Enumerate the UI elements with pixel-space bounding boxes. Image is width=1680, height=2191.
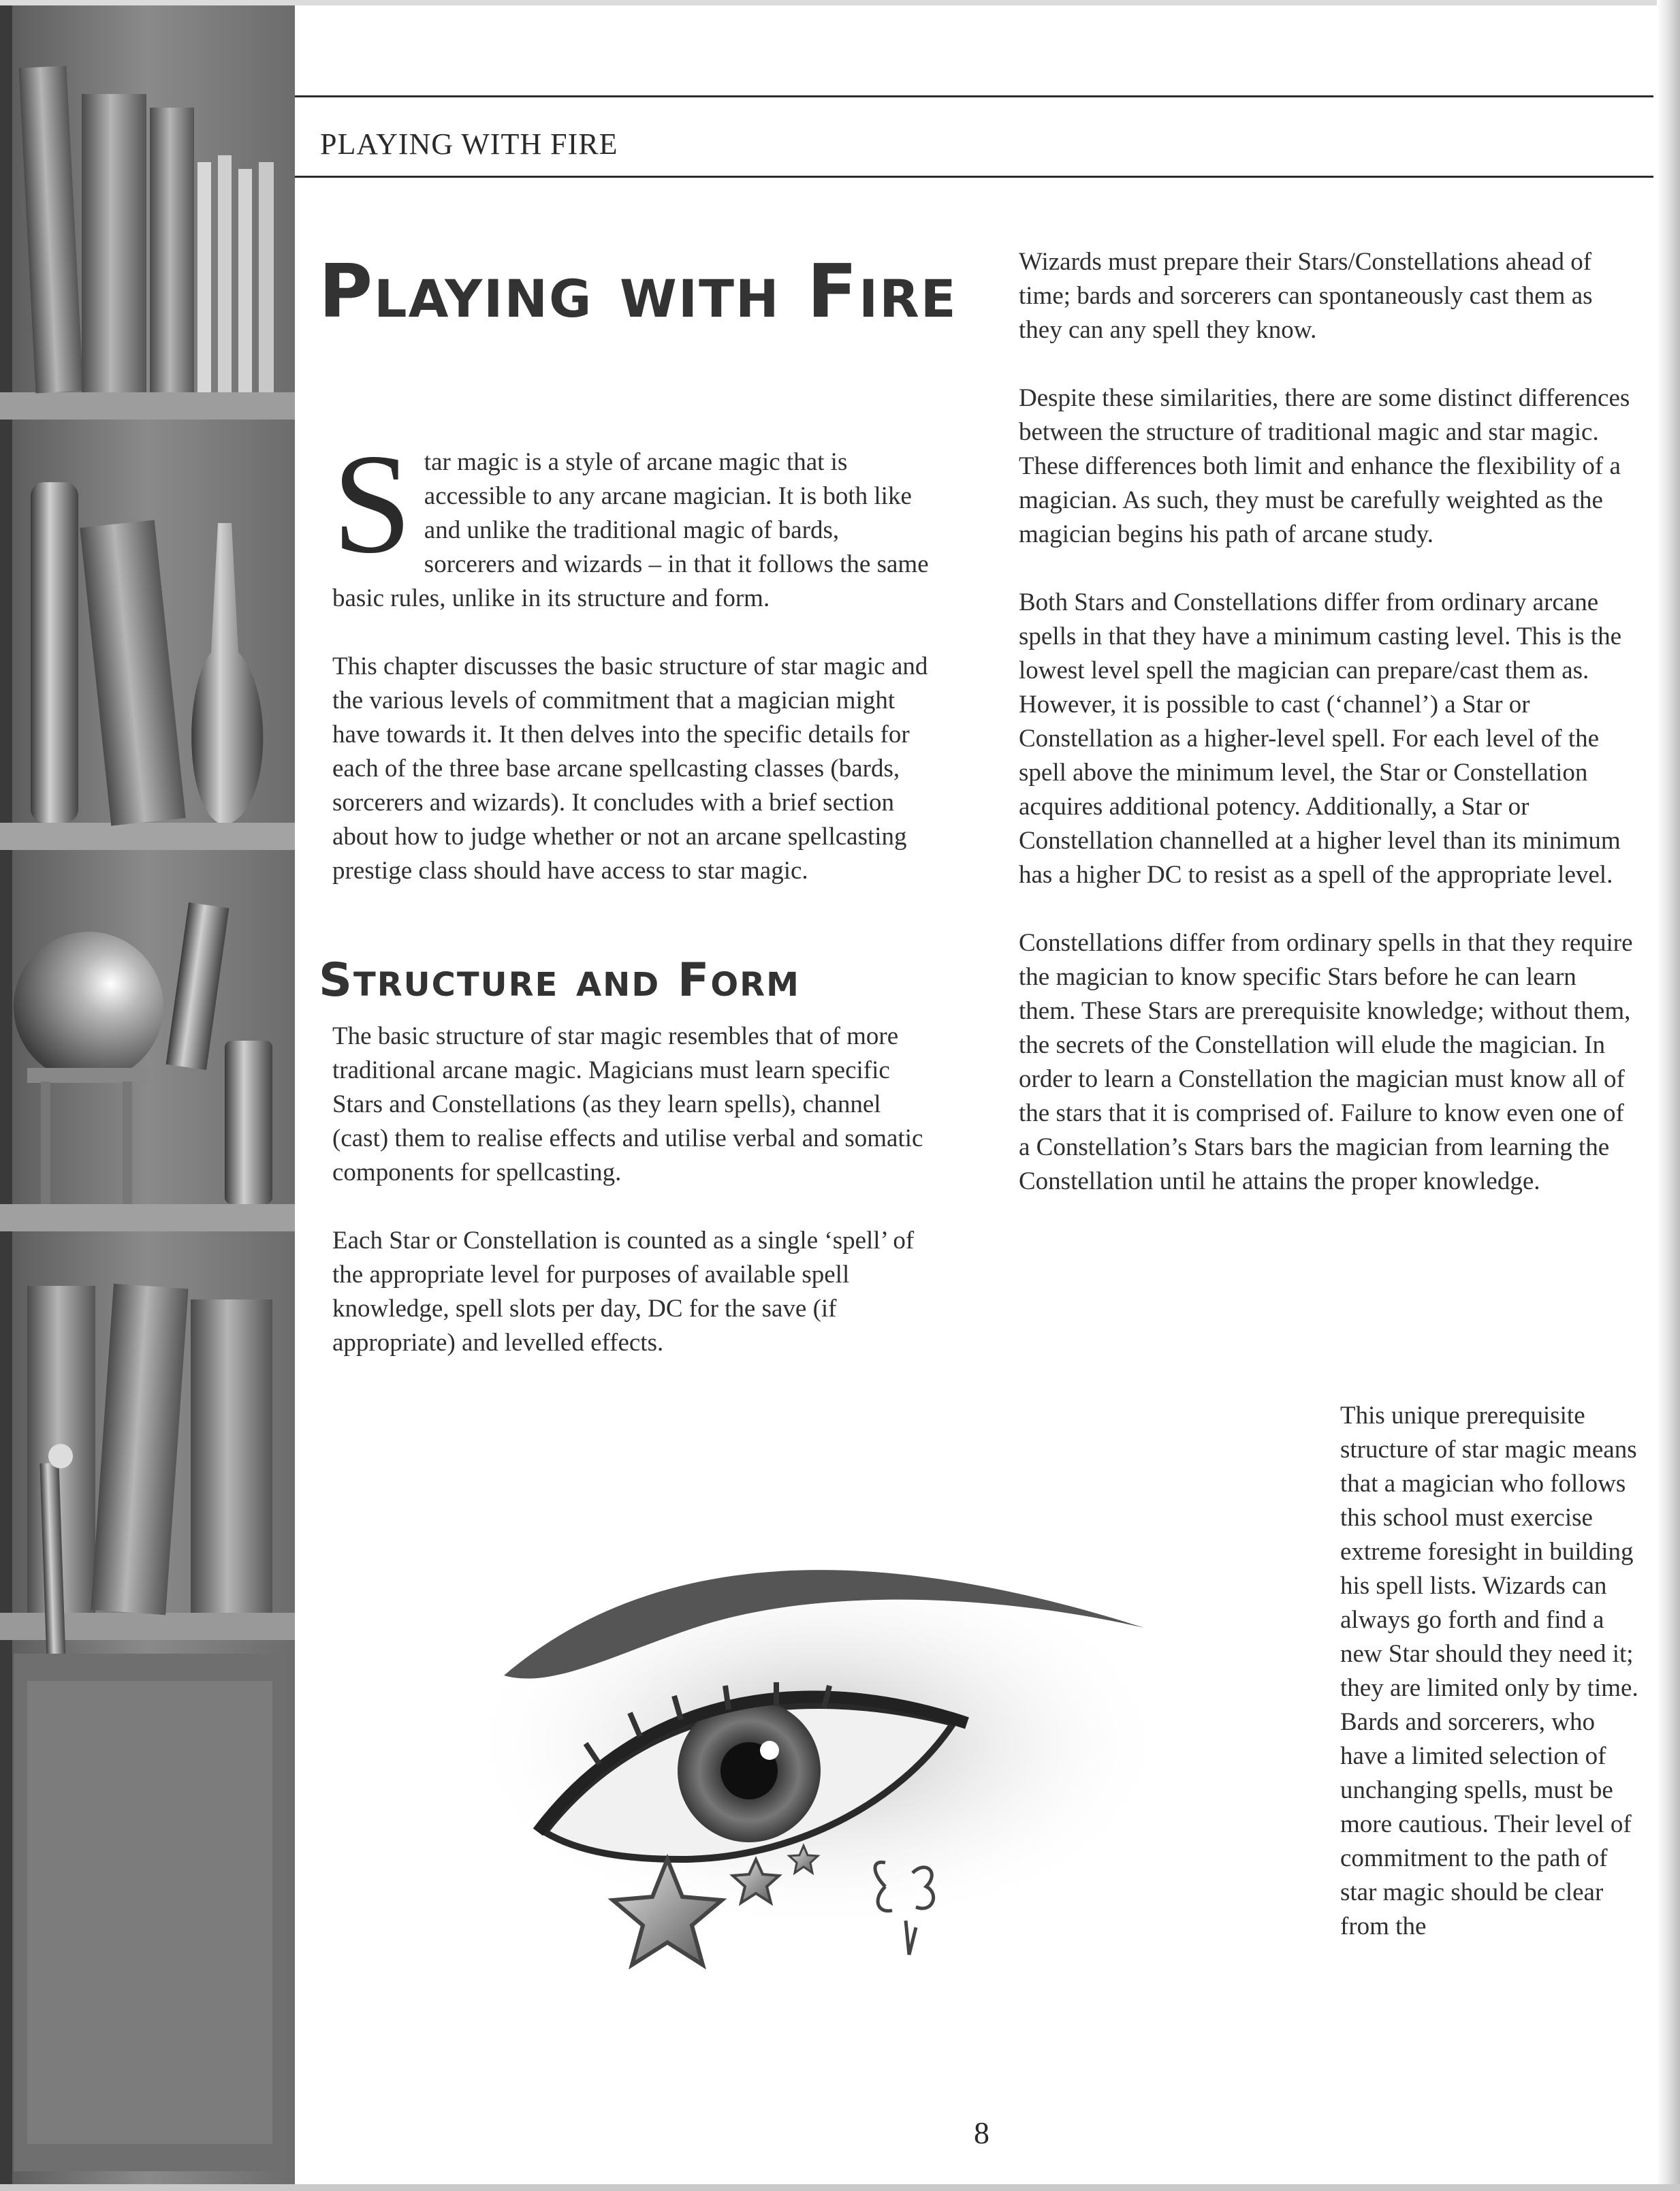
bookshelf-illustration <box>0 5 295 2184</box>
chapter-overview-paragraph: This chapter discusses the basic structure of star magic and the various levels of commitment that a magician might have towards it. It then delves into the specific details for each of the three base arcane spellcasting classes (bards, sorcerers and wizards). It concludes with a brief section about how to judge whether or not an arcane spellcasting prestige class should have access to star magic. <box>332 652 928 885</box>
section-title: Structure and Form <box>319 953 800 1007</box>
scan-edge-right <box>1657 0 1680 2191</box>
scan-edge-top <box>0 0 1680 5</box>
running-header: PLAYING WITH FIRE <box>320 127 618 161</box>
narrow-column <box>1340 1399 1647 1978</box>
header-rule-bottom <box>295 176 1653 178</box>
preparation-paragraph: Wizards must prepare their Stars/Constellations ahead of time; bards and sorcerers can spontaneously cast them as they can any spell they know. <box>1019 248 1593 344</box>
spell-counting-paragraph: Each Star or Constellation is counted as a single ‘spell’ of the appropriate level for purposes of available spell knowledge, spell slots per day, DC for the save (if appropriate) and levelled effects. <box>332 1227 915 1357</box>
scan-edge-bottom <box>0 2184 1680 2191</box>
structure-paragraph: The basic structure of star magic resembles that of more traditional arcane magic. Magicians must learn specific Stars and Constellations (as they learn spells), channel (cast) them to realise effects and utilise verbal and somatic components for spellcasting. <box>332 1022 923 1186</box>
prerequisite-structure-paragraph: This unique prerequisite structure of star magic means that a magician who follows this school must exercise extreme foresight in building his spell lists. Wizards can always go forth and find a new Star should they need it; they are limited only by time. Bards and sorcerers, who have a limited selection of unchanging spells, must be more cautious. Their level of commitment to the path of star magic should be clear from the <box>1340 1402 1638 1940</box>
bookshelf-art <box>0 5 295 2184</box>
left-column-section <box>332 1020 932 1394</box>
drop-cap: S <box>332 425 412 583</box>
page-number: 8 <box>974 2115 989 2150</box>
right-column <box>1019 245 1638 1233</box>
left-column <box>332 425 932 922</box>
header-rule-top <box>295 95 1653 97</box>
intro-text: tar magic is a style of arcane magic that is accessible to any arcane magician. It is both like and unlike the traditional magic of bards, sorcerers and wizards – in that it follows the same basic rules, unlike in its structure and form. <box>332 448 929 612</box>
eye-art <box>436 1451 1226 1996</box>
differences-paragraph: Despite these similarities, there are some distinct differences between the structure of traditional magic and star magic. These differences both limit and enhance the flexibility of a magician. As such, they must be carefully weighted as the magician begins his path of arcane study. <box>1019 384 1630 548</box>
constellation-prereq-paragraph: Constellations differ from ordinary spells in that they require the magician to know specific Stars before he can learn them. These Stars are prerequisite knowledge; without them, the secrets of the Constellation will elude the magician. In order to learn a Constellation the magician must know all of the stars that it is comprised of. Failure to know even one of a Constellation’s Stars bars the magician from learning the Constellation until he attains the proper knowledge. <box>1019 929 1633 1195</box>
eye-illustration <box>436 1451 1226 1996</box>
casting-level-paragraph: Both Stars and Constellations differ from ordinary arcane spells in that they have a minimum casting level. This is the lowest level spell the magician can prepare/cast them as. However, it is possible to cast (‘channel’) a Star or Constellation as a higher-level spell. For each level of the spell above the minimum level, the Star or Constellation acquires additional potency. Additionally, a Star or Constellation channelled at a higher level than its minimum has a higher DC to resist as a spell of the appropriate level. <box>1019 588 1622 889</box>
intro-paragraph <box>332 425 932 616</box>
chapter-title: Playing with Fire <box>319 249 957 334</box>
